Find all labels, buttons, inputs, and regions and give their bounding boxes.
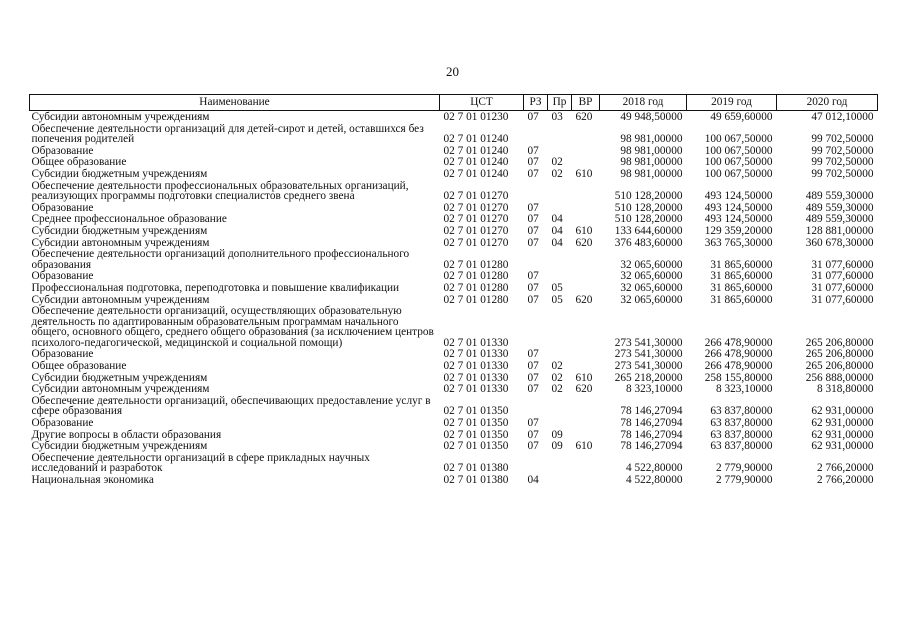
vr-cell: 610 — [575, 440, 593, 453]
value-2018-cell: 32 065,60000 — [620, 258, 683, 271]
table-row — [30, 383, 878, 395]
vr-cell — [572, 348, 600, 360]
column-header-name: Наименование — [30, 95, 440, 111]
value-2019-cell: 31 865,60000 — [710, 281, 773, 294]
table-body — [30, 111, 878, 486]
rz-cell: 07 — [527, 371, 539, 384]
rz-cell: 07 — [527, 111, 539, 123]
table-row — [30, 213, 878, 225]
rz-cell — [524, 452, 548, 474]
row-name-cell: Субсидии автономным учреждениям — [31, 383, 210, 396]
value-2018-cell: 133 644,60000 — [614, 224, 683, 237]
budget-table — [29, 94, 878, 486]
table-row — [30, 248, 878, 270]
pr-cell — [548, 417, 572, 429]
row-name-cell: Образование — [31, 348, 94, 361]
vr-cell: 620 — [575, 293, 593, 306]
pr-cell: 05 — [551, 293, 563, 306]
value-2020-cell: 265 206,80000 — [805, 348, 874, 361]
pr-cell: 02 — [551, 156, 563, 169]
vr-cell: 610 — [575, 371, 593, 384]
vr-cell — [572, 180, 600, 202]
value-2020-cell: 265 206,80000 — [805, 360, 874, 373]
pr-cell — [548, 248, 572, 270]
cst-cell: 02 7 01 01280 — [443, 258, 509, 271]
value-2018-cell: 98 981,00000 — [620, 133, 683, 146]
rz-cell: 07 — [527, 270, 539, 283]
table-row — [30, 202, 878, 214]
value-2019-cell: 266 478,90000 — [704, 336, 773, 349]
rz-cell: 07 — [527, 383, 539, 396]
vr-cell — [572, 395, 600, 417]
cst-cell: 02 7 01 01330 — [443, 371, 509, 384]
rz-cell: 04 — [527, 474, 539, 486]
table-row — [30, 270, 878, 282]
vr-cell — [572, 474, 600, 486]
vr-cell — [572, 282, 600, 294]
vr-cell — [572, 452, 600, 474]
cst-cell: 02 7 01 01240 — [443, 156, 509, 169]
value-2018-cell: 32 065,60000 — [620, 293, 683, 306]
row-name-cell: Общее образование — [31, 156, 127, 169]
value-2019-cell: 100 067,50000 — [704, 144, 773, 157]
table-row — [30, 474, 878, 486]
table-row — [30, 180, 878, 202]
value-2020-cell: 62 931,00000 — [811, 440, 874, 453]
value-2018-cell: 273 541,30000 — [614, 348, 683, 361]
pr-cell: 02 — [551, 167, 563, 180]
value-2018-cell: 376 483,60000 — [614, 236, 683, 249]
value-2020-cell: 62 931,00000 — [811, 405, 874, 418]
pr-cell: 04 — [551, 236, 563, 249]
value-2020-cell: 265 206,80000 — [805, 336, 874, 349]
value-2018-cell: 78 146,27094 — [620, 428, 683, 441]
table-row — [30, 372, 878, 384]
value-2019-cell: 2 779,90000 — [716, 462, 773, 475]
row-name-cell: Обеспечение деятельности организаций, обеспечивающих предоставление услуг в сфере образования — [31, 394, 431, 418]
value-2018-cell: 8 323,10000 — [626, 383, 683, 396]
value-2020-cell: 31 077,60000 — [811, 270, 874, 283]
value-2019-cell: 100 067,50000 — [704, 167, 773, 180]
value-2019-cell: 258 155,80000 — [704, 371, 773, 384]
value-2018-cell: 78 146,27094 — [620, 417, 683, 430]
vr-cell — [572, 145, 600, 157]
row-name-cell: Образование — [31, 144, 94, 157]
row-name-cell: Среднее профессиональное образование — [31, 213, 227, 226]
cst-cell: 02 7 01 01330 — [443, 360, 509, 373]
pr-cell — [548, 348, 572, 360]
vr-cell: 620 — [575, 111, 593, 123]
value-2019-cell: 100 067,50000 — [704, 156, 773, 169]
row-name-cell: Общее образование — [31, 360, 127, 373]
value-2018-cell: 32 065,60000 — [620, 281, 683, 294]
row-name-cell: Образование — [31, 201, 94, 214]
table-row — [30, 348, 878, 360]
pr-cell — [548, 123, 572, 145]
value-2020-cell: 2 766,20000 — [817, 474, 874, 486]
vr-cell — [572, 156, 600, 168]
row-name-cell: Обеспечение деятельности организаций в сфере прикладных научных исследований и разработок — [31, 451, 370, 475]
cst-cell: 02 7 01 01380 — [443, 462, 509, 475]
value-2020-cell: 489 559,30000 — [805, 213, 874, 226]
value-2018-cell: 98 981,00000 — [620, 156, 683, 169]
cst-cell: 02 7 01 01330 — [443, 383, 509, 396]
cst-cell: 02 7 01 01270 — [443, 236, 509, 249]
pr-cell: 02 — [551, 383, 563, 396]
table-row — [30, 305, 878, 348]
cst-cell: 02 7 01 01350 — [443, 405, 509, 418]
vr-cell — [572, 248, 600, 270]
vr-cell: 620 — [575, 236, 593, 249]
value-2019-cell: 63 837,80000 — [710, 405, 773, 418]
value-2020-cell: 99 702,50000 — [811, 133, 874, 146]
table-row — [30, 429, 878, 441]
table-row — [30, 145, 878, 157]
vr-cell — [572, 417, 600, 429]
pr-cell — [548, 202, 572, 214]
table-row — [30, 168, 878, 180]
cst-cell: 02 7 01 01350 — [443, 440, 509, 453]
table-row — [30, 282, 878, 294]
value-2018-cell: 98 981,00000 — [620, 167, 683, 180]
row-name-cell: Субсидии бюджетным учреждениям — [31, 224, 208, 237]
cst-cell: 02 7 01 01350 — [443, 428, 509, 441]
column-header-cst: ЦСТ — [440, 95, 524, 111]
value-2020-cell: 62 931,00000 — [811, 417, 874, 430]
cst-cell: 02 7 01 01350 — [443, 417, 509, 430]
row-name-cell: Обеспечение деятельности организаций, осуществляющих образовательную деятельность по адаптированным образовательным программам начального общего, основного общего, среднего общего образования (за исключением центров психолого-педагогической, медицинской и социальной помощи) — [31, 305, 434, 349]
value-2018-cell: 273 541,30000 — [614, 336, 683, 349]
value-2020-cell: 47 012,10000 — [811, 111, 874, 123]
vr-cell — [572, 213, 600, 225]
pr-cell: 04 — [551, 213, 563, 226]
column-header-rz: РЗ — [524, 95, 548, 111]
value-2018-cell: 78 146,27094 — [620, 405, 683, 418]
value-2018-cell: 4 522,80000 — [626, 462, 683, 475]
column-header-2019: 2019 год — [687, 95, 777, 111]
value-2018-cell: 49 948,50000 — [620, 111, 683, 123]
value-2018-cell: 78 146,27094 — [620, 440, 683, 453]
table-row — [30, 440, 878, 452]
value-2020-cell: 489 559,30000 — [805, 190, 874, 203]
table-row — [30, 225, 878, 237]
value-2019-cell: 493 124,50000 — [704, 213, 773, 226]
cst-cell: 02 7 01 01240 — [443, 133, 509, 146]
value-2018-cell: 4 522,80000 — [626, 474, 683, 486]
cst-cell: 02 7 01 01270 — [443, 213, 509, 226]
cst-cell: 02 7 01 01280 — [443, 281, 509, 294]
row-name-cell: Образование — [31, 270, 94, 283]
pr-cell: 05 — [551, 281, 563, 294]
value-2019-cell: 493 124,50000 — [704, 201, 773, 214]
rz-cell — [524, 123, 548, 145]
row-name-cell: Субсидии бюджетным учреждениям — [31, 371, 208, 384]
pr-cell — [548, 395, 572, 417]
vr-cell — [572, 429, 600, 441]
value-2020-cell: 31 077,60000 — [811, 258, 874, 271]
value-2020-cell: 31 077,60000 — [811, 293, 874, 306]
pr-cell — [548, 270, 572, 282]
table-row — [30, 123, 878, 145]
vr-cell — [572, 202, 600, 214]
value-2019-cell: 8 323,10000 — [716, 383, 773, 396]
vr-cell — [572, 305, 600, 348]
value-2019-cell: 63 837,80000 — [710, 440, 773, 453]
value-2019-cell: 266 478,90000 — [704, 360, 773, 373]
row-name-cell: Обеспечение деятельности профессиональных образовательных организаций, реализующих программы подготовки специалистов среднего звена — [31, 179, 409, 203]
rz-cell — [524, 180, 548, 202]
pr-cell: 02 — [551, 360, 563, 373]
pr-cell: 09 — [551, 440, 563, 453]
value-2020-cell: 99 702,50000 — [811, 167, 874, 180]
cst-cell: 02 7 01 01280 — [443, 270, 509, 283]
rz-cell: 07 — [527, 428, 539, 441]
value-2020-cell: 360 678,30000 — [805, 236, 874, 249]
value-2019-cell: 493 124,50000 — [704, 190, 773, 203]
pr-cell: 04 — [551, 224, 563, 237]
pr-cell — [548, 474, 572, 486]
column-header-2020: 2020 год — [777, 95, 878, 111]
pr-cell — [548, 452, 572, 474]
value-2020-cell: 99 702,50000 — [811, 156, 874, 169]
pr-cell: 03 — [551, 111, 563, 123]
table-row — [30, 452, 878, 474]
rz-cell — [524, 305, 548, 348]
value-2019-cell: 266 478,90000 — [704, 348, 773, 361]
value-2020-cell: 256 888,00000 — [805, 371, 874, 384]
cst-cell: 02 7 01 01240 — [443, 144, 509, 157]
value-2019-cell: 129 359,20000 — [704, 224, 773, 237]
row-name-cell: Субсидии автономным учреждениям — [31, 111, 210, 123]
table-row — [30, 237, 878, 249]
value-2020-cell: 128 881,00000 — [805, 224, 874, 237]
column-header-2018: 2018 год — [600, 95, 687, 111]
value-2019-cell: 363 765,30000 — [704, 236, 773, 249]
value-2018-cell: 32 065,60000 — [620, 270, 683, 283]
cst-cell: 02 7 01 01230 — [443, 111, 509, 123]
value-2020-cell: 31 077,60000 — [811, 281, 874, 294]
column-header-pr: Пр — [548, 95, 572, 111]
row-name-cell: Субсидии бюджетным учреждениям — [31, 440, 208, 453]
value-2018-cell: 273 541,30000 — [614, 360, 683, 373]
header-row — [30, 95, 878, 111]
rz-cell: 07 — [527, 201, 539, 214]
pr-cell — [548, 305, 572, 348]
page-number: 20 — [446, 64, 459, 79]
value-2019-cell: 49 659,60000 — [710, 111, 773, 123]
vr-cell — [572, 270, 600, 282]
cst-cell: 02 7 01 01240 — [443, 167, 509, 180]
table-row — [30, 156, 878, 168]
cst-cell: 02 7 01 01270 — [443, 201, 509, 214]
value-2018-cell: 265 218,20000 — [614, 371, 683, 384]
row-name-cell: Обеспечение деятельности организаций для детей-сирот и детей, оставшихся без попечения родителей — [31, 122, 424, 146]
vr-cell — [572, 360, 600, 372]
cst-cell: 02 7 01 01330 — [443, 336, 509, 349]
cst-cell: 02 7 01 01270 — [443, 224, 509, 237]
table-row — [30, 417, 878, 429]
value-2018-cell: 510 128,20000 — [614, 213, 683, 226]
vr-cell: 610 — [575, 224, 593, 237]
row-name-cell: Субсидии бюджетным учреждениям — [31, 167, 208, 180]
pr-cell: 02 — [551, 371, 563, 384]
rz-cell: 07 — [527, 224, 539, 237]
rz-cell — [524, 395, 548, 417]
cst-cell: 02 7 01 01270 — [443, 190, 509, 203]
row-name-cell: Образование — [31, 417, 94, 430]
row-name-cell: Субсидии автономным учреждениям — [31, 293, 210, 306]
table-row — [30, 360, 878, 372]
rz-cell: 07 — [527, 144, 539, 157]
rz-cell: 07 — [527, 236, 539, 249]
vr-cell: 610 — [575, 167, 593, 180]
rz-cell: 07 — [527, 348, 539, 361]
rz-cell: 07 — [527, 213, 539, 226]
rz-cell: 07 — [527, 417, 539, 430]
value-2019-cell: 31 865,60000 — [710, 258, 773, 271]
row-name-cell: Обеспечение деятельности организаций дополнительного профессионального образования — [31, 248, 410, 271]
value-2019-cell: 63 837,80000 — [710, 428, 773, 441]
cst-cell: 02 7 01 01380 — [443, 474, 509, 486]
value-2019-cell: 2 779,90000 — [716, 474, 773, 486]
table-header — [30, 95, 878, 111]
row-name-cell: Национальная экономика — [31, 474, 154, 486]
value-2018-cell: 510 128,20000 — [614, 201, 683, 214]
cst-cell: 02 7 01 01280 — [443, 293, 509, 306]
rz-cell: 07 — [527, 360, 539, 373]
value-2019-cell: 100 067,50000 — [704, 133, 773, 146]
value-2019-cell: 31 865,60000 — [710, 270, 773, 283]
rz-cell: 07 — [527, 293, 539, 306]
value-2020-cell: 99 702,50000 — [811, 144, 874, 157]
rz-cell: 07 — [527, 156, 539, 169]
column-header-vr: ВР — [572, 95, 600, 111]
table-row — [30, 294, 878, 306]
row-name-cell: Субсидии автономным учреждениям — [31, 236, 210, 249]
pr-cell — [548, 180, 572, 202]
value-2020-cell: 489 559,30000 — [805, 201, 874, 214]
rz-cell: 07 — [527, 440, 539, 453]
table-row — [30, 111, 878, 123]
value-2020-cell: 62 931,00000 — [811, 428, 874, 441]
value-2019-cell: 63 837,80000 — [710, 417, 773, 430]
vr-cell: 620 — [575, 383, 593, 396]
row-name-cell: Другие вопросы в области образования — [31, 428, 222, 441]
pr-cell: 09 — [551, 428, 563, 441]
value-2019-cell: 31 865,60000 — [710, 293, 773, 306]
pr-cell — [548, 145, 572, 157]
value-2018-cell: 510 128,20000 — [614, 190, 683, 203]
row-name-cell: Профессиональная подготовка, переподготовка и повышение квалификации — [31, 281, 400, 294]
vr-cell — [572, 123, 600, 145]
rz-cell — [524, 248, 548, 270]
table-row — [30, 395, 878, 417]
rz-cell: 07 — [527, 167, 539, 180]
value-2018-cell: 98 981,00000 — [620, 144, 683, 157]
rz-cell: 07 — [527, 281, 539, 294]
cst-cell: 02 7 01 01330 — [443, 348, 509, 361]
value-2020-cell: 8 318,80000 — [817, 383, 874, 396]
value-2020-cell: 2 766,20000 — [817, 462, 874, 475]
